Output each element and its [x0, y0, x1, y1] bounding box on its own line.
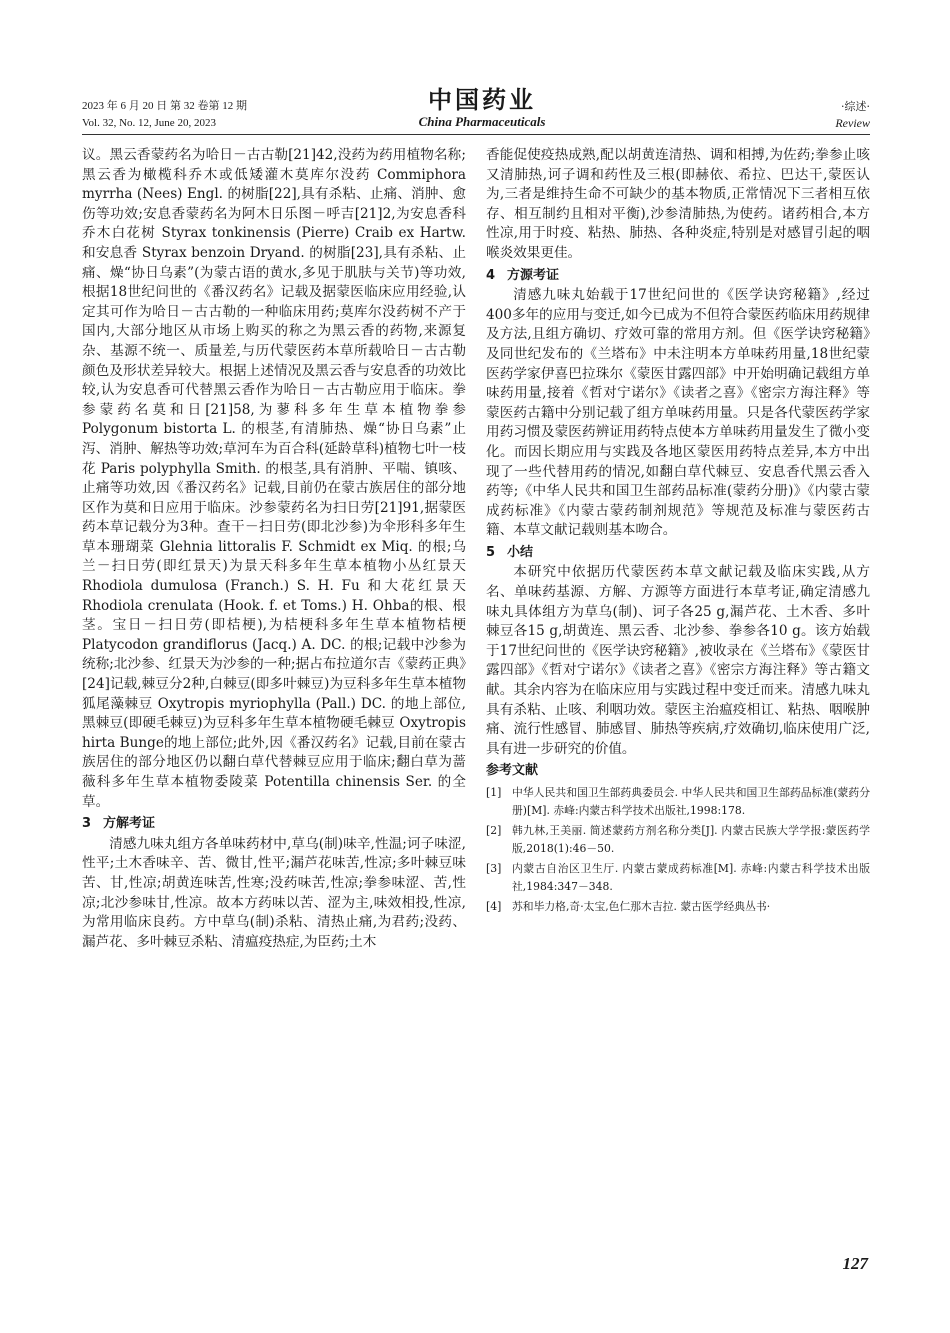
- reference-number: [1]: [486, 786, 502, 799]
- section-title: 方源考证: [507, 267, 560, 283]
- reference-text: 内蒙古自治区卫生厅. 内蒙古蒙成药标准[M]. 赤峰:内蒙古科学技术出版社,1984:347－348.: [512, 862, 870, 893]
- section-number: 3: [82, 816, 92, 832]
- right-column: [486, 146, 870, 918]
- page-header: [82, 86, 870, 132]
- reference-item: [486, 822, 870, 858]
- reference-item: [486, 784, 870, 820]
- section-title: 小结: [507, 544, 534, 560]
- section-heading-4: [486, 266, 870, 286]
- reference-text: 韩九林,王美丽. 简述蒙药方剂名称分类[J]. 内蒙古民族大学学报:蒙医药学版,2018(1):46－50.: [512, 824, 870, 855]
- reference-number: [2]: [486, 824, 502, 837]
- section-heading-3: [82, 814, 466, 834]
- body-paragraph: 议。黑云香蒙药名为哈日－古古勒[21]42,没药为药用植物名称;黑云香为橄榄科乔木或低矮灌木莫库尔没药 Commiphora myrrha (Nees) Engl. 的树脂[22],具有杀粘、止痛、消肿、愈伤等功效;安息香蒙药名为阿木日乐图－呼吉[21]2,为安息香科乔木白花树 Styrax tonkinensis (Pierre) Craib ex Hartw. 和安息香 Styrax benzoin Dryand. 的树脂[23],具有杀粘、止痛、燥“协日乌素”(为蒙古语的黄水,多见于肌肤与关节)等功效,根据18世纪问世的《番汉药名》记载及据蒙医临床应用经验,认定其可作为哈日－古古勒的一种临床用药;莫库尔没药树不产于国内,大部分地区从市场上购买的称之为黑云香的药物,来源复杂、基源不统一、质量差,与历代蒙医药本草所载哈日－古古勒颜色及形状差异较大。根据上述情况及黑云香与安息香的功效比较,认为安息香可代替黑云香作为哈日－古古勒应用于临床。拳参蒙药名莫和日[21]58,为蓼科多年生草本植物拳参 Polygonum bistorta L. 的根茎,有清肺热、燥“协日乌素”止泻、消肿、解热等功效;草河车为百合科(延龄草科)植物七叶一枝花 Paris polyphylla Smith. 的根茎,具有消肿、平喘、镇咳、止痛等功效,因《番汉药名》记载,目前仍在蒙古族居住的部分地区作为莫和日应用于临床。沙参蒙药名为扫日劳[21]91,据蒙医药本草记载分为3种。查干－扫日劳(即北沙参)为伞形科多年生草本珊瑚菜 Glehnia littoralis F. Schmidt ex Miq. 的根;乌兰－扫日劳(即红景天)为景天科多年生草本植物小丛红景天 Rhodiola dumulosa (Franch.) S. H. Fu 和大花红景天 Rhodiola crenulata (Hook. f. et Toms.) H. Ohba的根、根茎。宝日－扫日劳(即桔梗),为桔梗科多年生草本植物桔梗 Platycodon grandiflorus (Jacq.) A. DC. 的根;记载中沙参为统称;北沙参、红景天为沙参的一种;据占布拉道尔吉《蒙药正典》[24]记载,棘豆分2种,白棘豆(即多叶棘豆)为豆科多年生草本植物狐尾藻棘豆 Oxytropis myriophylla (Pall.) DC. 的地上部位,黑棘豆(即硬毛棘豆)为豆科多年生草本植物硬毛棘豆 Oxytropis hirta Bunge的地上部位;此外,因《番汉药名》记载,目前在蒙古族居住的部分地区仍以翻白草代替棘豆应用于临床;翻白草为蔷薇科多年生草本植物委陵菜 Potentilla chinensis Ser. 的全草。: [82, 147, 466, 810]
- journal-masthead: [382, 86, 582, 130]
- reference-number: [3]: [486, 862, 502, 875]
- body-paragraph: 本研究中依据历代蒙医药本草文献记载及临床实践,从方名、单味药基源、方解、方源等方面进行本草考证,确定清感九味丸具体组方为草乌(制)、诃子各25 g,漏芦花、土木香、多叶棘豆各15 g,胡黄连、黑云香、北沙参、拳参各10 g。该方始载于17世纪问世的《医学诀窍秘籍》,被收录在《兰塔布》《蒙医甘露四部》《哲对宁诺尔》《读者之喜》《密宗方海注释》等古籍文献。其余内容为在临床应用与实践过程中变迁而来。清感九味丸具有杀粘、止咳、利咽功效。蒙医主治瘟疫相讧、粘热、咽喉肿痛、流行性感冒、肺感冒、肺热等疾病,疗效确切,临床使用广泛,具有进一步研究的价值。: [486, 564, 870, 757]
- section-number: 5: [486, 544, 496, 560]
- section-title: 方解考证: [103, 816, 156, 832]
- body-paragraph: 清感九味丸组方各单味药材中,草乌(制)味辛,性温;诃子味涩,性平;土木香味辛、苦、微甘,性平;漏芦花味苦,性凉;多叶棘豆味苦、甘,性凉;胡黄连味苦,性寒;没药味苦,性凉;拳参味涩、苦,性凉;北沙参味甘,性凉。故本方药味以苦、涩为主,味效相投,性凉,为常用临床良药。方中草乌(制)杀粘、清热止痛,为君药;没药、漏芦花、多叶棘豆杀粘、清瘟疫热症,为臣药;土木: [82, 835, 466, 950]
- section-heading-5: [486, 543, 870, 563]
- body-paragraph: 清感九味丸始载于17世纪问世的《医学诀窍秘籍》,经过400多年的应用与变迁,如今已成为不但符合蒙医药临床用药规律及方法,且组方确切、疗效可靠的常用方剂。但《医学诀窍秘籍》及同世纪发布的《兰塔布》中未注明本方单味药用量,18世纪蒙医药学家伊喜巴拉珠尔《蒙医甘露四部》中开始明确记载组方单味药用量,接着《哲对宁诺尔》《读者之喜》《密宗方海注释》等蒙医药古籍中分别记载了组方单味药用量。只是各代蒙医药学家用药习惯及蒙医药辨证用药特点使本方单味药用量发生了微小变化。而因长期应用与实践及各地区蒙医用药特点差异,本方中出现了一些代替用药的情况,如翻白草代棘豆、安息香代黑云香入药等;《中华人民共和国卫生部药品标准(蒙药分册)》《内蒙古蒙成药标准》《内蒙古蒙药制剂规范》等规范及标准与蒙医药古籍、本草文献记载则基本吻合。: [486, 287, 870, 539]
- issue-date: 2023 年 6 月 20 日 第 32 卷第 12 期: [82, 100, 247, 112]
- reference-text: 苏和毕力格,奇·太宝,色仁那木吉拉. 蒙古医学经典丛书·: [512, 900, 771, 913]
- issue-info: [82, 98, 247, 132]
- left-column: [82, 146, 466, 952]
- journal-title-cn: 中国药业: [428, 85, 536, 114]
- issue-volume: Vol. 32, No. 12, June 20, 2023: [82, 117, 216, 129]
- reference-list: [486, 784, 870, 916]
- section-label: [835, 98, 870, 132]
- reference-text: 中华人民共和国卫生部药典委员会. 中华人民共和国卫生部药品标准(蒙药分册)[M]. 赤峰:内蒙古科学技术出版社,1998:178.: [512, 786, 870, 817]
- section-number: 4: [486, 267, 496, 283]
- reference-number: [4]: [486, 900, 502, 913]
- journal-title-en: China Pharmaceuticals: [418, 114, 546, 129]
- section-label-en: Review: [835, 116, 870, 130]
- header-rule: [82, 134, 870, 135]
- reference-item: [486, 898, 870, 916]
- body-paragraph: 香能促使疫热成熟,配以胡黄连清热、调和相搏,为佐药;拳参止咳又清肺热,诃子调和药性及三根(即赫依、希拉、巴达干,蒙医认为,三者是维持生命不可缺少的基本物质,正常情况下三者相互依存、相互制约且相对平衡),沙参清肺热,为使药。诸药相合,本方性凉,用于时疫、粘热、肺热、各种炎症,特别是对感冒引起的咽喉炎效果更佳。: [486, 147, 870, 261]
- references-heading: 参考文献: [486, 763, 539, 779]
- page-number: 127: [842, 1254, 868, 1273]
- section-label-cn: ·综述·: [841, 100, 870, 113]
- reference-item: [486, 860, 870, 896]
